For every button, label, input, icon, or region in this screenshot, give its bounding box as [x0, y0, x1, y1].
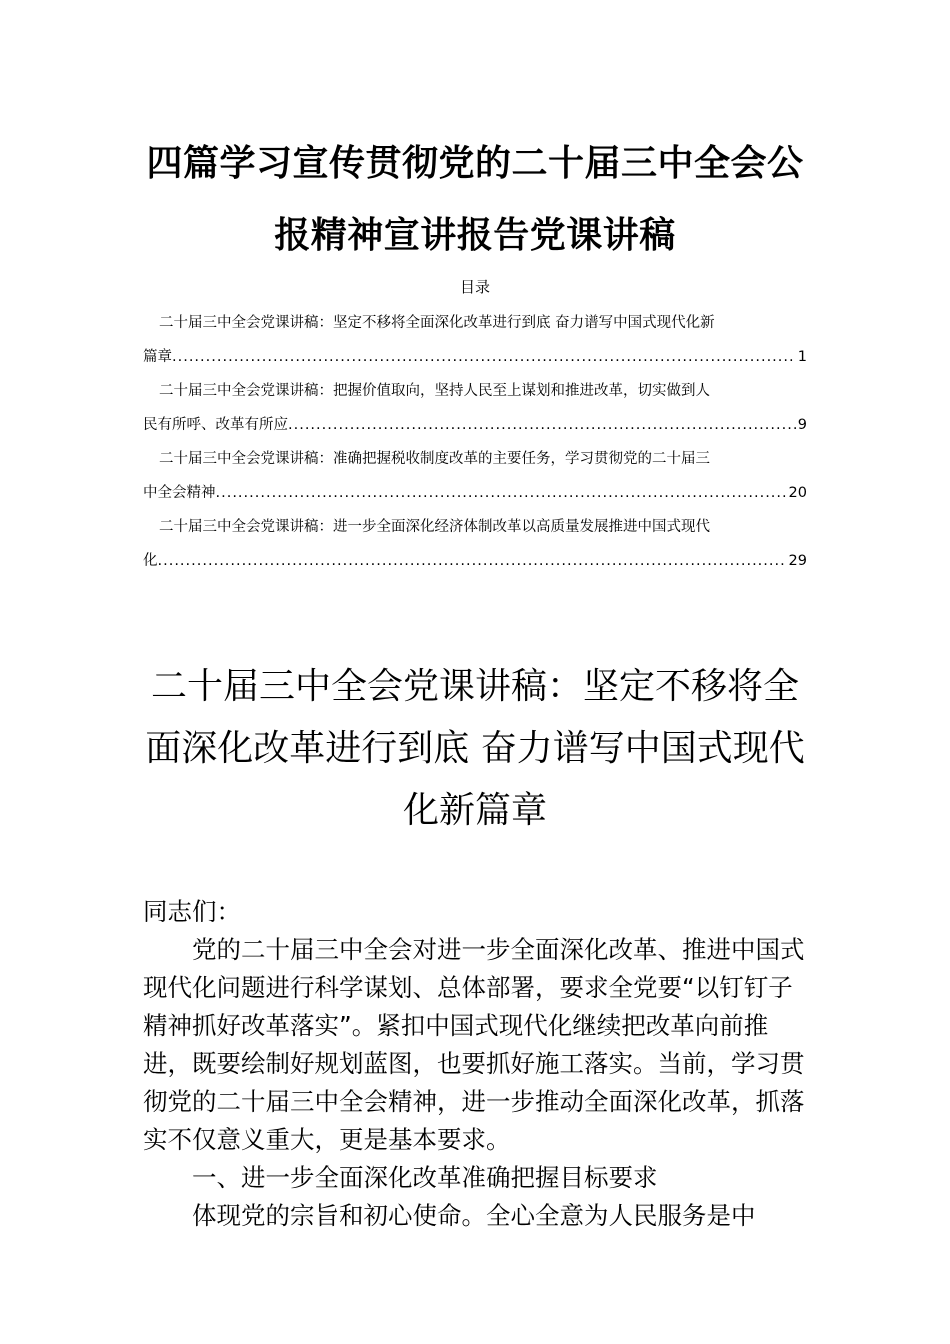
toc-heading: 目录	[459, 278, 490, 296]
toc-page-number: 1	[797, 349, 807, 365]
toc-page-number: 9	[797, 417, 807, 433]
toc-leader-dots	[288, 408, 796, 442]
toc-entry-3[interactable]	[143, 442, 807, 510]
toc-page-number: 29	[788, 553, 807, 569]
toc-entry-title-line-2: 篇章	[143, 349, 172, 365]
toc-entry-title-line-1: 二十届三中全会党课讲稿：进一步全面深化经济体制改革以高质量发展推进中国式现代	[159, 519, 710, 535]
section-title-line-1: 二十届三中全会党课讲稿：坚定不移将全	[150, 666, 799, 707]
toc-leader-dots	[216, 476, 787, 510]
toc-entry-1[interactable]	[143, 306, 807, 374]
salutation: 同志们：	[143, 897, 241, 926]
toc-entry-title-line-1: 二十届三中全会党课讲稿：准确把握税收制度改革的主要任务，学习贯彻党的二十届三	[159, 451, 710, 467]
document-title-line-1: 四篇学习宣传贯彻党的二十届三中全会公	[146, 143, 804, 184]
section-title-line-2: 面深化改革进行到底 奋力谱写中国式现代	[145, 728, 805, 769]
toc-page-number: 20	[788, 485, 807, 501]
toc-entry-title-line-1: 二十届三中全会党课讲稿：把握价值取向，坚持人民至上谋划和推进改革，切实做到人	[159, 383, 710, 399]
body-paragraph: 体现党的宗旨和初心使命。全心全意为人民服务是中	[192, 1201, 756, 1230]
section-title	[140, 656, 810, 842]
toc-leader-dots	[172, 340, 796, 374]
toc-entry-title-line-2: 中全会精神	[143, 485, 216, 501]
toc-entry-4[interactable]	[143, 510, 807, 578]
document-title-line-2: 报精神宣讲报告党课讲稿	[274, 215, 676, 256]
section-heading: 一、进一步全面深化改革准确把握目标要求	[192, 1163, 658, 1192]
body-paragraph: 党的二十届三中全会对进一步全面深化改革、推进中国式现代化问题进行科学谋划、总体部署，要求全党要“以钉钉子精神抓好改革落实”。紧扣中国式现代化继续把改革向前推进，既要绘制好规划蓝图，也要抓好施工落实。当前，学习贯彻党的二十届三中全会精神，进一步推动全面深化改革，抓落实不仅意义重大，更是基本要求。	[143, 935, 805, 1154]
toc-entry-title-line-1: 二十届三中全会党课讲稿：坚定不移将全面深化改革进行到底 奋力谱写中国式现代化新	[159, 315, 715, 331]
toc-entry-2[interactable]	[143, 374, 807, 442]
document-title	[140, 128, 810, 272]
section-title-line-3: 化新篇章	[402, 790, 547, 831]
toc-leader-dots	[158, 544, 787, 578]
table-of-contents	[143, 306, 807, 578]
toc-entry-title-line-2: 民有所呼、改革有所应	[143, 417, 288, 433]
body-text	[143, 893, 807, 1235]
toc-entry-title-line-2: 化	[143, 553, 158, 569]
